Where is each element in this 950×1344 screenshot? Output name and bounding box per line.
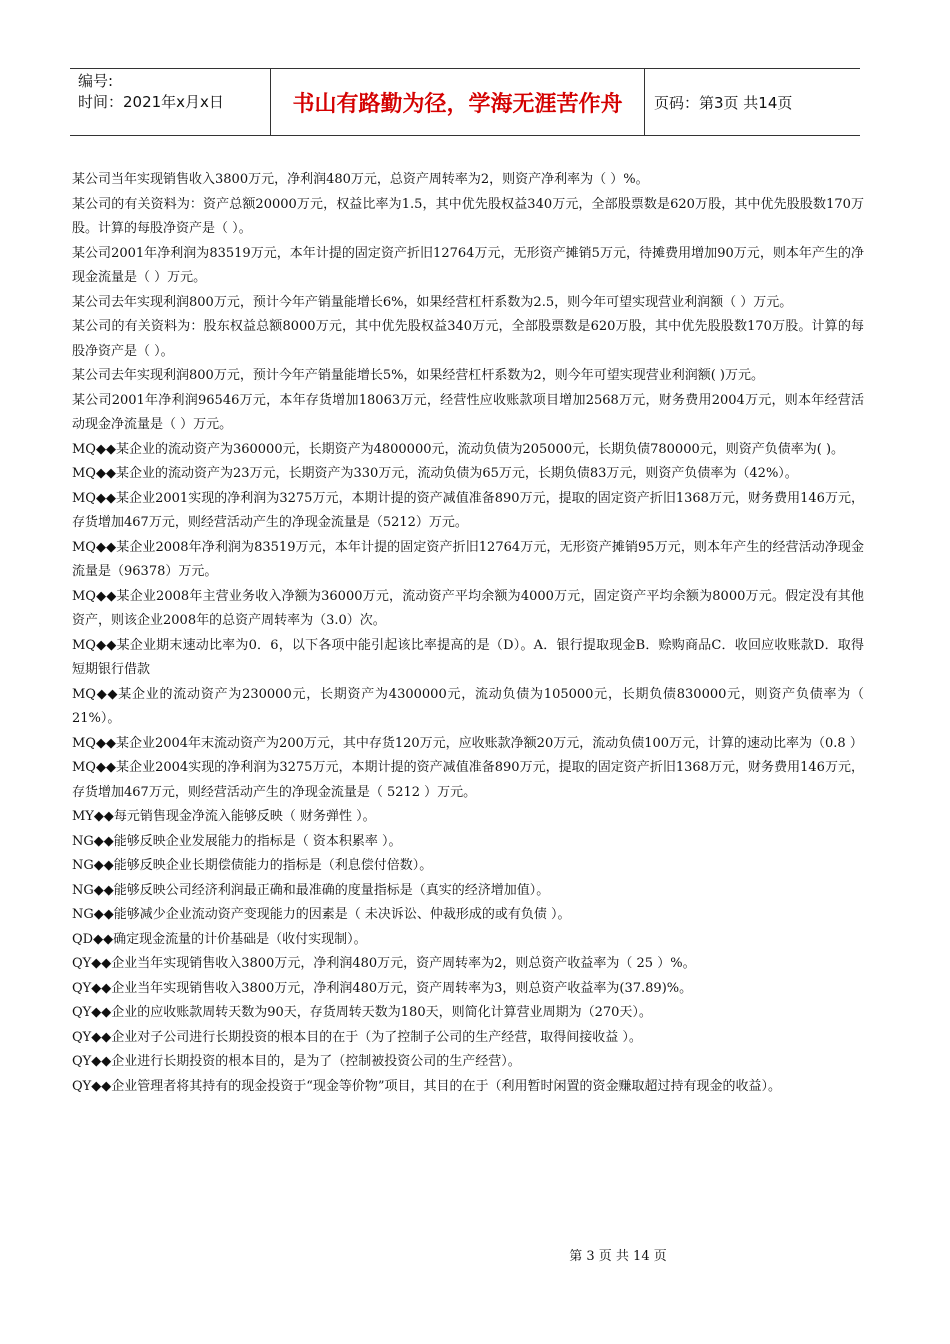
- question-paragraph: MQ◆◆某企业2008年净利润为83519万元，本年计提的固定资产折旧12764万元，无形资产摊销95万元，则本年产生的经营活动净现金流量是（96378）万元。: [72, 539, 864, 579]
- question-paragraph: 某公司2001年净利润96546万元，本年存货增加18063万元，经营性应收账款项目增加2568万元，财务费用2004万元，则本年经营活动现金净流量是（ ）万元。: [72, 392, 864, 432]
- question-paragraph: QD◆◆确定现金流量的计价基础是（收付实现制）。: [72, 931, 367, 947]
- document-time-label: 时间：2021年x月x日: [78, 93, 224, 111]
- question-paragraph: MQ◆◆某企业的流动资产为230000元，长期资产为4300000元，流动负债为105000元，长期负债830000元，则资产负债率为（ 21%）。: [72, 686, 864, 726]
- question-paragraph: 某公司去年实现利润800万元，预计今年产销量能增长6%，如果经营杠杆系数为2.5，则今年可望实现营业利润额（ ）万元。: [72, 294, 793, 310]
- header-page-number: 页码：第3页 共14页: [654, 93, 793, 112]
- question-paragraph: NG◆◆能够反映企业长期偿债能力的指标是（利息偿付倍数）。: [72, 858, 433, 873]
- header-meta: [78, 71, 276, 113]
- question-paragraph: QY◆◆企业当年实现销售收入3800万元，净利润480万元，资产周转率为2，则总资产收益率为（ 25 ）%。: [72, 956, 696, 971]
- question-paragraph: MQ◆◆某企业2001实现的净利润为3275万元，本期计提的资产减值准备890万元，提取的固定资产折旧1368万元，财务费用146万元，存货增加467万元，则经营活动产生的净现金流量是（5212）万元。: [72, 490, 864, 530]
- question-paragraph: NG◆◆能够反映公司经济利润最正确和最准确的度量指标是（真实的经济增加值）。: [72, 882, 550, 898]
- question-paragraph: 某公司的有关资料为：资产总额20000万元，权益比率为1.5，其中优先股权益340万元，全部股票数是620万股，其中优先股股数170万股。计算的每股净资产是（ ）。: [72, 196, 864, 236]
- header-divider: [644, 69, 645, 135]
- document-body: [72, 168, 864, 1099]
- document-number-label: 编号:: [78, 72, 114, 90]
- question-paragraph: NG◆◆能够减少企业流动资产变现能力的因素是（ 未决诉讼、仲裁形成的或有负债 ）。: [72, 907, 571, 922]
- page-footer: 第 3 页 共 14 页: [569, 1249, 667, 1264]
- question-paragraph: MQ◆◆某企业的流动资产为23万元，长期资产为330万元，流动负债为65万元，长期负债83万元，则资产负债率为（42%）。: [72, 466, 798, 481]
- header-motto: 书山有路勤为径，学海无涯苦作舟: [292, 91, 623, 117]
- question-paragraph: MQ◆◆某企业期末速动比率为0．6，以下各项中能引起该比率提高的是（D）。A．银行提取现金B．赊购商品C．收回应收账款D．取得短期银行借款: [72, 637, 864, 677]
- question-paragraph: MQ◆◆某企业2004年末流动资产为200万元，其中存货120万元，应收账款净额20万元，流动负债100万元，计算的速动比率为（0.8 ）: [72, 735, 863, 751]
- question-paragraph: MQ◆◆某企业2008年主营业务收入净额为36000万元，流动资产平均余额为4000万元，固定资产平均余额为8000万元。假定没有其他资产，则该企业2008年的总资产周转率为（3.0）次。: [72, 588, 864, 628]
- question-paragraph: 某公司去年实现利润800万元，预计今年产销量能增长5%，如果经营杠杆系数为2，则今年可望实现营业利润额( )万元。: [72, 368, 764, 383]
- question-paragraph: QY◆◆企业对子公司进行长期投资的根本目的在于（为了控制子公司的生产经营，取得间接收益 ）。: [72, 1029, 642, 1045]
- question-paragraph: 某公司2001年净利润为83519万元，本年计提的固定资产折旧12764万元，无形资产摊销5万元，待摊费用增加90万元，则本年产生的净现金流量是（ ）万元。: [72, 245, 864, 285]
- question-paragraph: 某公司当年实现销售收入3800万元，净利润480万元，总资产周转率为2，则资产净利率为（ ）%。: [72, 172, 649, 187]
- question-paragraph: QY◆◆企业当年实现销售收入3800万元，净利润480万元，资产周转率为3，则总资产收益率为(37.89)%。: [72, 980, 693, 996]
- question-paragraph: MQ◆◆某企业2004实现的净利润为3275万元，本期计提的资产减值准备890万元，提取的固定资产折旧1368万元，财务费用146万元，存货增加467万元，则经营活动产生的净现金流量是（ 5212 ）万元。: [72, 760, 864, 800]
- question-paragraph: NG◆◆能够反映企业发展能力的指标是（ 资本积累率 ）。: [72, 833, 402, 849]
- page-header: [70, 68, 860, 136]
- question-paragraph: MY◆◆每元销售现金净流入能够反映（ 财务弹性 ）。: [72, 809, 376, 824]
- question-paragraph: QY◆◆企业进行长期投资的根本目的，是为了（控制被投资公司的生产经营）。: [72, 1054, 521, 1069]
- question-paragraph: 某公司的有关资料为：股东权益总额8000万元，其中优先股权益340万元，全部股票数是620万股，其中优先股股数170万股。计算的每股净资产是（ ）。: [72, 319, 864, 359]
- question-paragraph: MQ◆◆某企业的流动资产为360000元，长期资产为4800000元，流动负债为205000元，长期负债780000元，则资产负债率为( )。: [72, 441, 845, 457]
- question-paragraph: QY◆◆企业的应收账款周转天数为90天，存货周转天数为180天，则简化计算营业周期为（270天）。: [72, 1005, 652, 1020]
- question-paragraph: QY◆◆企业管理者将其持有的现金投资于“现金等价物”项目，其目的在于（利用暂时闲置的资金赚取超过持有现金的收益）。: [72, 1078, 782, 1094]
